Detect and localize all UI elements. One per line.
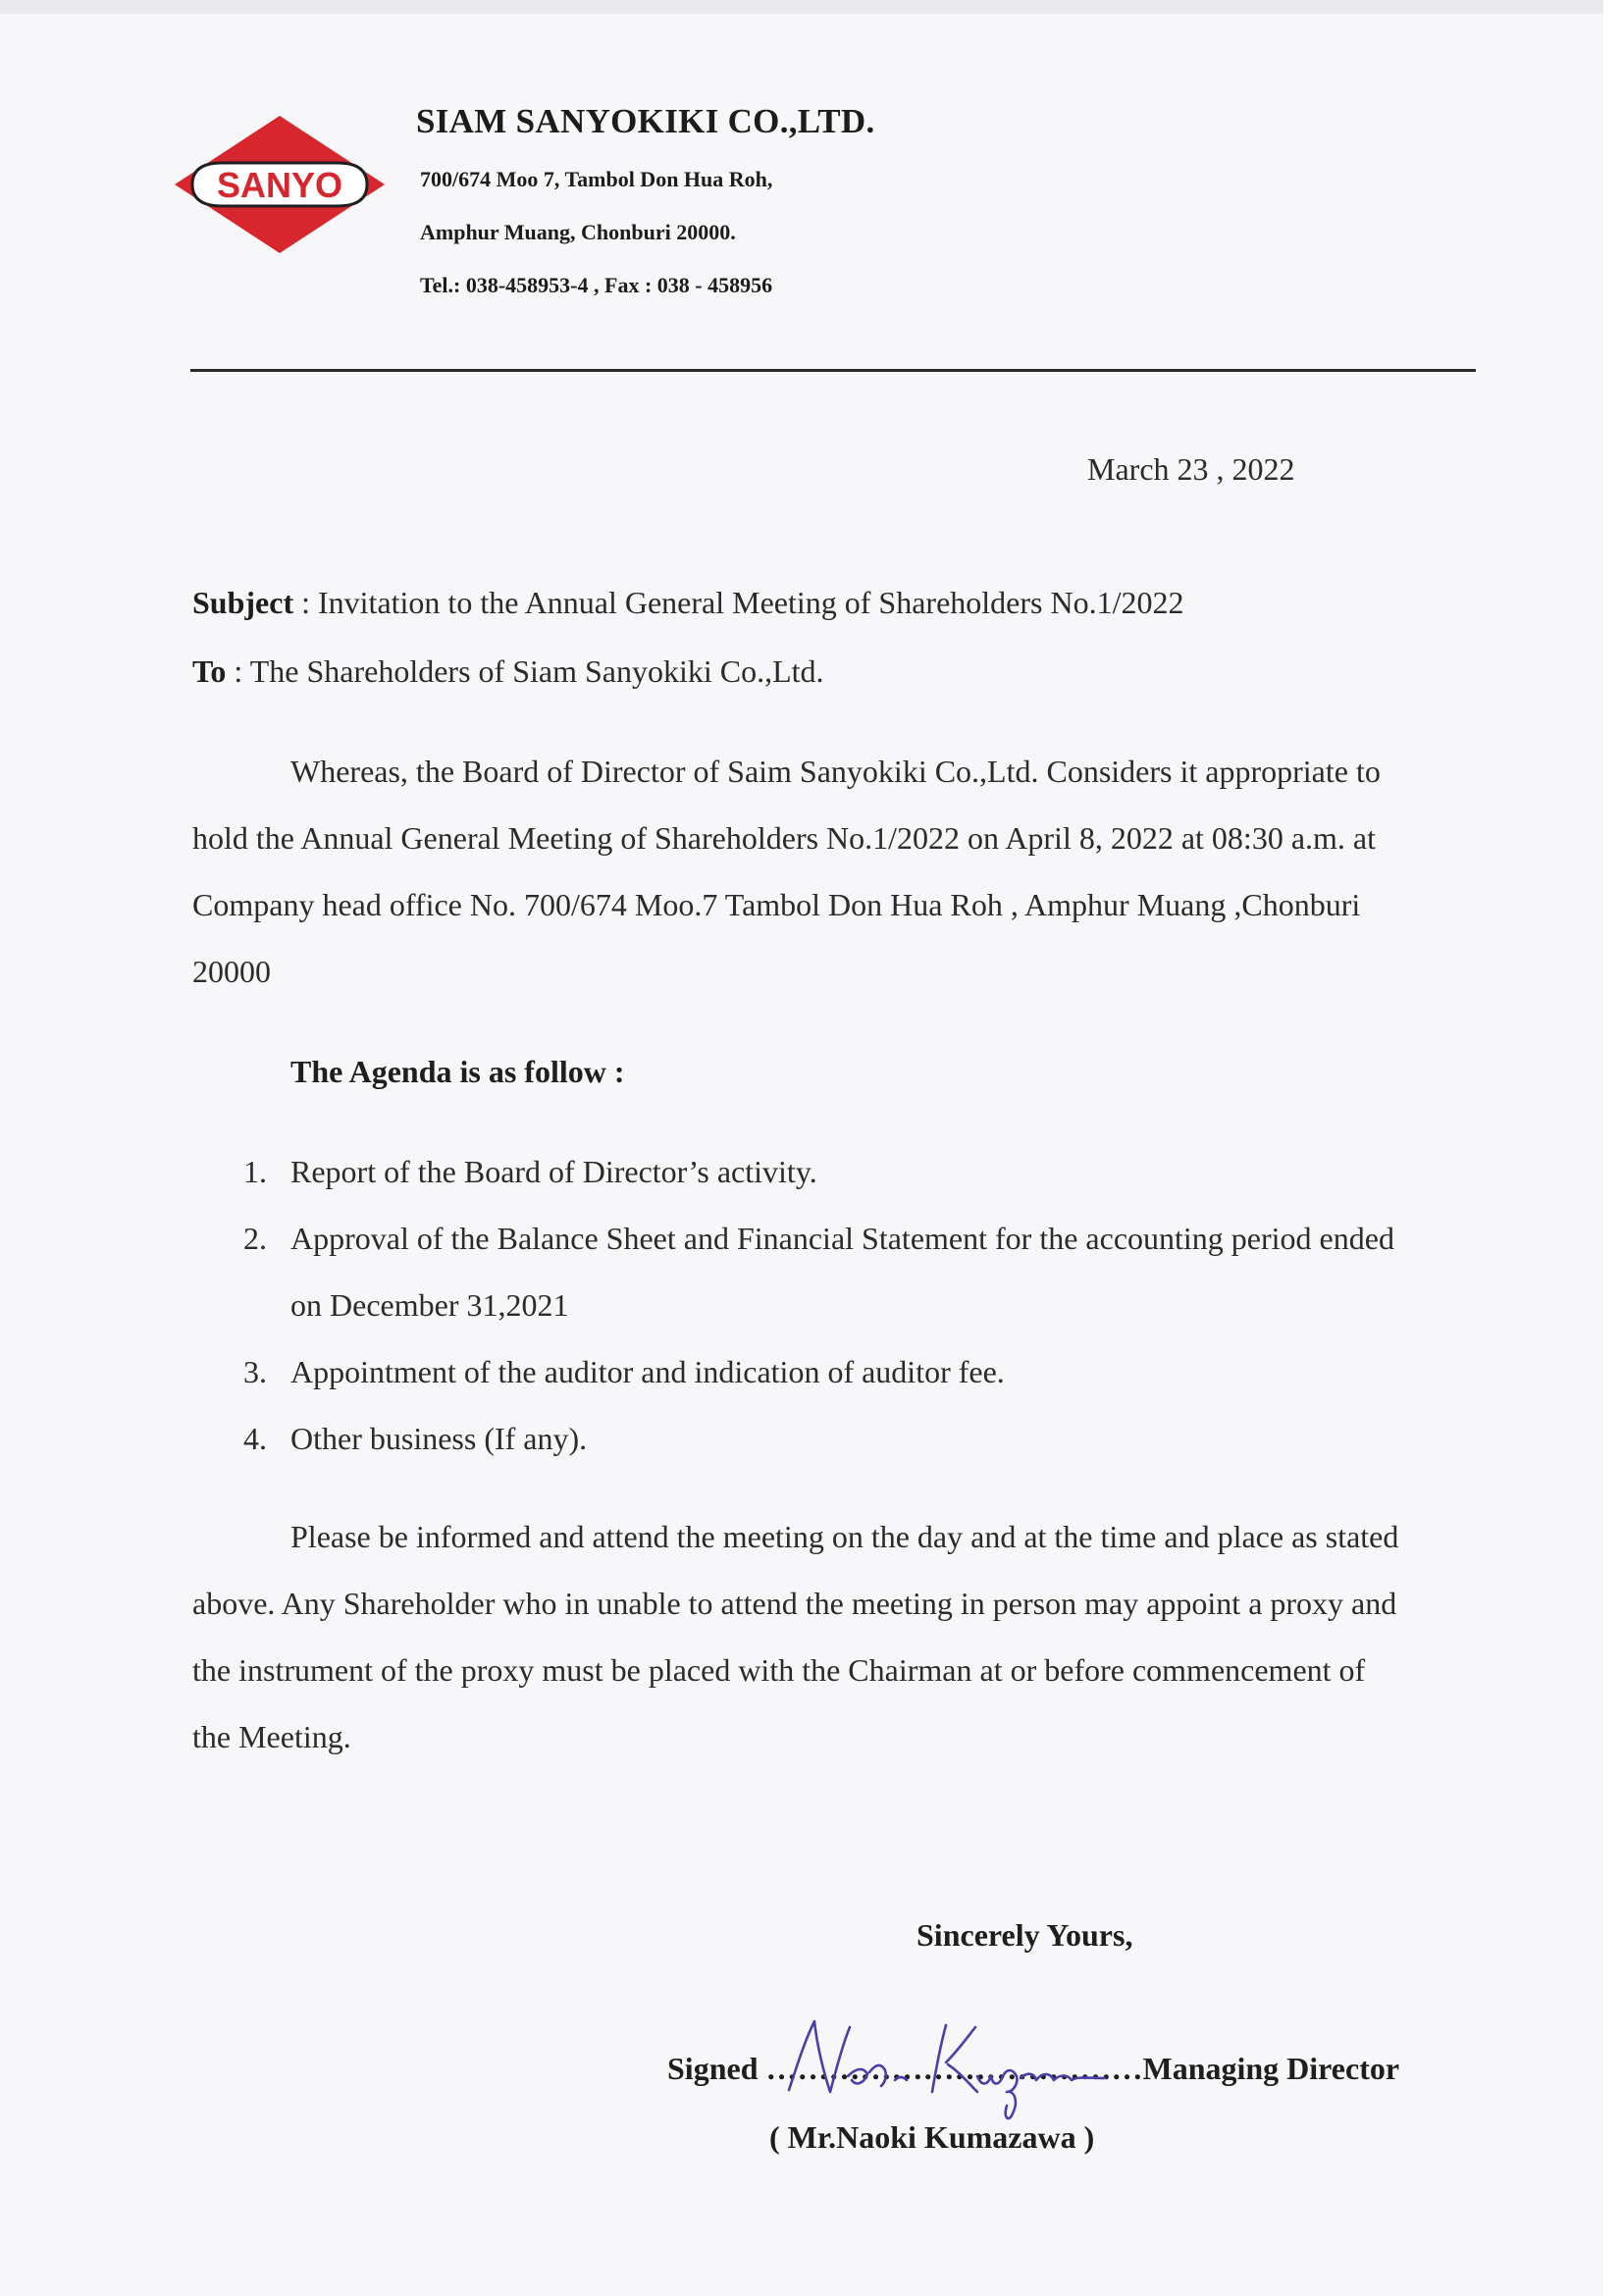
agenda-item-text: Other business (If any). — [290, 1421, 588, 1456]
signed-prefix: Signed ……………………………… — [667, 2051, 1143, 2086]
paragraph1-line3: Company head office No. 700/674 Moo.7 Tambol Don Hua Roh , Amphur Muang ,Chonburi — [192, 887, 1361, 922]
company-address-line2: Amphur Muang, Chonburi 20000. — [420, 220, 736, 244]
subject-line — [192, 585, 1183, 621]
company-address-line1: 700/674 Moo 7, Tambol Don Hua Roh, — [420, 167, 773, 191]
signature-stroke — [932, 2025, 977, 2092]
paragraph2-line4: the Meeting. — [192, 1719, 351, 1754]
signature-stroke — [977, 2070, 1017, 2118]
subject-label: Subject — [192, 585, 294, 620]
subject-text: : Invitation to the Annual General Meeting of Shareholders No.1/2022 — [293, 585, 1184, 620]
signature-stroke — [789, 2021, 850, 2092]
logo-text: SANYO — [216, 165, 343, 205]
company-contact: Tel.: 038-458953-4 , Fax : 038 - 458956 — [420, 273, 773, 297]
agenda-item-number: 3. — [243, 1354, 267, 1389]
closing-sincerely: Sincerely Yours, — [916, 1917, 1133, 1953]
to-line — [192, 653, 824, 690]
paragraph1-line4: 20000 — [192, 954, 271, 989]
to-label: To — [192, 653, 227, 689]
agenda-item-text: Report of the Board of Director’s activity. — [290, 1154, 817, 1189]
scan-right-edge — [1603, 0, 1623, 2296]
signature-stroke — [1021, 2074, 1105, 2080]
paragraph2-line3: the instrument of the proxy must be placed with the Chairman at or before commencement of — [192, 1652, 1366, 1688]
paragraph1-line2: hold the Annual General Meeting of Shareholders No.1/2022 on April 8, 2022 at 08:30 a.m. at — [192, 820, 1376, 856]
paragraph1-line1: Whereas, the Board of Director of Saim Sanyokiki Co.,Ltd. Considers it appropriate to — [290, 754, 1381, 789]
handwritten-signature-icon — [771, 2008, 1125, 2125]
signature-stroke — [895, 2077, 907, 2080]
paragraph2-line1: Please be informed and attend the meeting on the day and at the time and place as stated — [290, 1519, 1399, 1554]
sanyo-diamond-logo-icon — [173, 114, 387, 255]
agenda-heading: The Agenda is as follow : — [290, 1054, 625, 1089]
signer-name: ( Mr.Naoki Kumazawa ) — [769, 2119, 1095, 2155]
letter-date: March 23 , 2022 — [1087, 451, 1295, 487]
paragraph2-line2: above. Any Shareholder who in unable to attend the meeting in person may appoint a proxy and — [192, 1586, 1397, 1621]
company-name: SIAM SANYOKIKI CO.,LTD. — [416, 102, 875, 140]
signed-role: Managing Director — [1142, 2051, 1400, 2086]
agenda-item-text: Appointment of the auditor and indication of auditor fee. — [290, 1354, 1005, 1389]
to-text: : The Shareholders of Siam Sanyokiki Co.,Ltd. — [226, 653, 824, 689]
agenda-item-text-continued: on December 31,2021 — [290, 1287, 569, 1323]
agenda-item-text: Approval of the Balance Sheet and Financial Statement for the accounting period ended — [290, 1221, 1394, 1256]
scan-top-edge — [0, 0, 1623, 14]
agenda-item-number: 4. — [243, 1421, 267, 1456]
agenda-item-number: 2. — [243, 1221, 267, 1256]
agenda-item-number: 1. — [243, 1154, 267, 1189]
header-rule — [190, 369, 1476, 372]
signature-stroke — [848, 2065, 886, 2086]
